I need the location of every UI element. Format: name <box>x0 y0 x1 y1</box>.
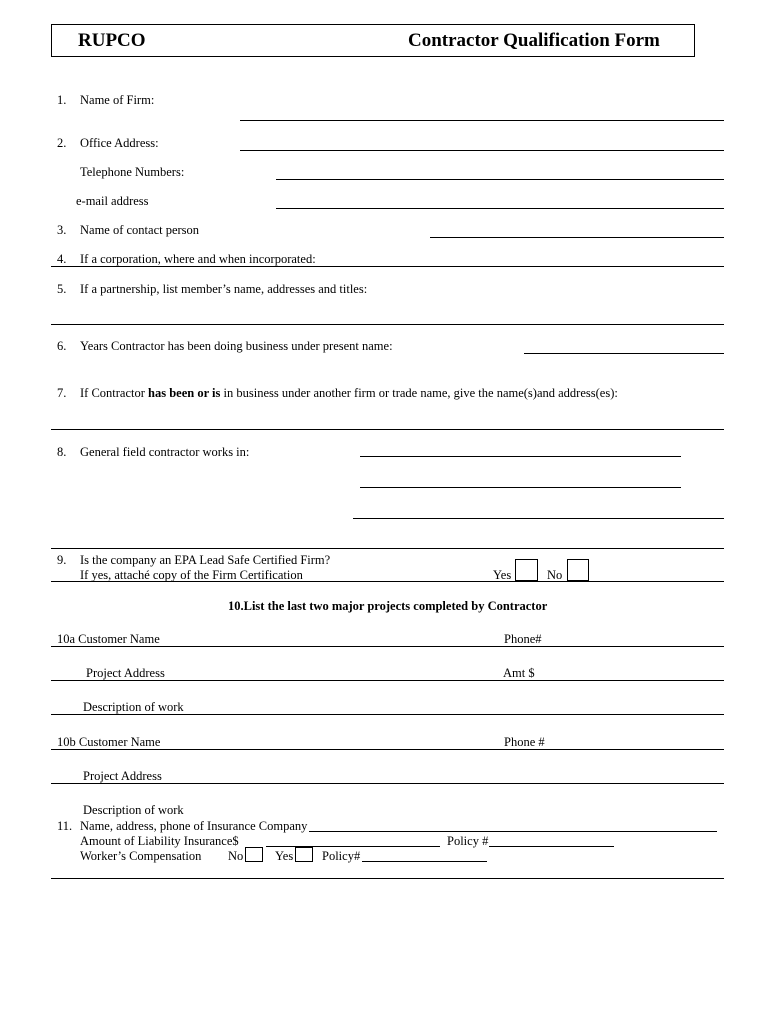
q8-number: 8. <box>57 445 67 459</box>
q3-number: 3. <box>57 223 67 237</box>
q8-label: General field contractor works in: <box>80 445 250 459</box>
field-line-1[interactable] <box>360 456 681 457</box>
years-business-field[interactable] <box>524 353 724 354</box>
q3-label: Name of contact person <box>80 223 200 237</box>
q10a-desc-label: Description of work <box>83 700 184 714</box>
q9-no-label: No <box>547 568 563 582</box>
q10a-amt-label: Amt $ <box>503 666 535 680</box>
epa-yes-checkbox[interactable] <box>515 559 538 581</box>
q1-number: 1. <box>57 93 67 107</box>
section-divider <box>51 548 724 549</box>
partnership-field[interactable] <box>51 324 724 325</box>
q10a-customer-field[interactable] <box>51 646 724 647</box>
workers-yes-checkbox[interactable] <box>295 847 313 862</box>
org-name: RUPCO <box>78 30 146 51</box>
email-label: e-mail address <box>76 194 149 208</box>
workers-yes-label: Yes <box>275 849 294 863</box>
q10a-address-field[interactable] <box>51 680 724 681</box>
office-address-field[interactable] <box>240 150 724 151</box>
q10b-phone-label: Phone # <box>504 735 545 749</box>
email-field[interactable] <box>276 208 724 209</box>
q2-label: Office Address: <box>80 136 159 150</box>
q4-number: 4. <box>57 252 67 266</box>
q10a-address-label: Project Address <box>86 666 165 680</box>
q5-label: If a partnership, list member’s name, addresses and titles: <box>80 282 368 296</box>
other-firm-field[interactable] <box>51 429 724 430</box>
workers-no-checkbox[interactable] <box>245 847 263 862</box>
q11-number: 11. <box>57 819 73 833</box>
policy-number-field[interactable] <box>489 846 614 847</box>
form-title: Contractor Qualification Form <box>408 30 660 51</box>
epa-no-checkbox[interactable] <box>567 559 589 581</box>
q10a-phone-label: Phone# <box>504 632 542 646</box>
q11-label: Name, address, phone of Insurance Company <box>80 819 308 833</box>
liability-amount-field[interactable] <box>266 846 440 847</box>
section-divider <box>51 581 724 582</box>
workers-policy-field[interactable] <box>362 861 487 862</box>
form-header <box>51 24 695 57</box>
q7-number: 7. <box>57 386 67 400</box>
field-line-2[interactable] <box>360 487 681 488</box>
q4-label: If a corporation, where and when incorporated: <box>80 252 316 266</box>
q9-yes-label: Yes <box>493 568 512 582</box>
q2-number: 2. <box>57 136 67 150</box>
q7-label: If Contractor has been or is in business under another firm or trade name, give the name(s)and address(es): <box>80 386 618 400</box>
q1-label: Name of Firm: <box>80 93 155 107</box>
q9-line2: If yes, attaché copy of the Firm Certification <box>80 568 303 582</box>
q9-number: 9. <box>57 553 67 567</box>
q10b-address-label: Project Address <box>83 769 162 783</box>
q10b-desc-label: Description of work <box>83 803 184 817</box>
insurance-company-field[interactable] <box>309 831 717 832</box>
q10a-customer-label: 10a Customer Name <box>57 632 160 646</box>
policy-label: Policy # <box>447 834 489 848</box>
policy2-label: Policy# <box>322 849 361 863</box>
q9-line1: Is the company an EPA Lead Safe Certified Firm? <box>80 553 331 567</box>
q10b-customer-field[interactable] <box>51 749 724 750</box>
q10a-desc-field[interactable] <box>51 714 724 715</box>
q5-number: 5. <box>57 282 67 296</box>
phone-field[interactable] <box>276 179 724 180</box>
form-bottom-line <box>51 878 724 879</box>
workers-no-label: No <box>228 849 244 863</box>
q10b-address-field[interactable] <box>51 783 724 784</box>
q6-label: Years Contractor has been doing business under present name: <box>80 339 393 353</box>
phone-label: Telephone Numbers: <box>80 165 185 179</box>
q10-heading: 10.List the last two major projects completed by Contractor <box>228 599 548 613</box>
field-line-3[interactable] <box>353 518 724 519</box>
liability-label: Amount of Liability Insurance$ <box>80 834 239 848</box>
workers-comp-label: Worker’s Compensation <box>80 849 202 863</box>
contact-person-field[interactable] <box>430 237 724 238</box>
q10b-customer-label: 10b Customer Name <box>57 735 161 749</box>
incorporation-field[interactable] <box>51 266 724 267</box>
firm-name-field[interactable] <box>240 120 724 121</box>
q6-number: 6. <box>57 339 67 353</box>
